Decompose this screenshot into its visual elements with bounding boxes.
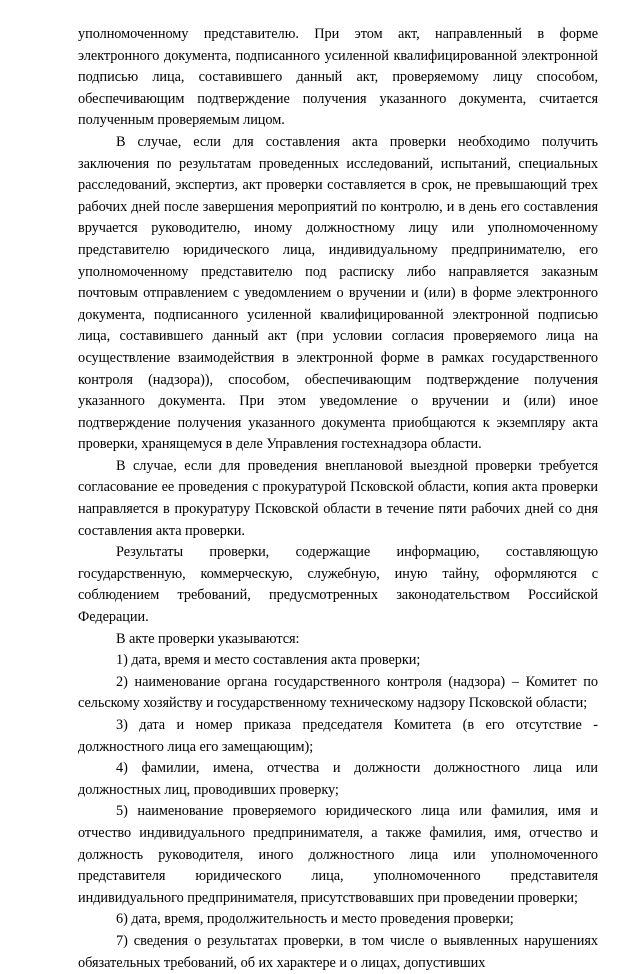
document-page — [78, 24, 598, 974]
list-item-4: 4) фамилии, имена, отчества и должности должностного лица или должностных лиц, проводивших проверку; — [78, 760, 598, 798]
paragraph-expert-conclusions: В случае, если для составления акта проверки необходимо получить заключения по результатам проведенных исследований, испытаний, специальных расследований, экспертиз, акт проверки составляется в срок, не превышающий трех рабочих дней после завершения мероприятий по контролю, и в день его составления вручается руководителю, иному должностному лицу или уполномоченному представителю юридического лица, индивидуальному предпринимателю, его уполномоченному представителю под расписку либо направляется заказным почтовым отправлением с уведомлением о вручении и (или) в форме электронного документа, подписанного усиленной квалифицированной электронной подписью лица, составившего данный акт (при условии согласия проверяемого лица на осуществление взаимодействия в электронной форме в рамках государственного контроля (надзора)), способом, обеспечивающим подтверждение получения указанного документа. При этом уведомление о вручении и (или) иное подтверждение получения указанного документа приобщаются к экземпляру акта проверки, хранящемуся в деле Управления гостехнадзора области. — [78, 133, 598, 453]
paragraph-secret-information: Результаты проверки, содержащие информацию, составляющую государственную, коммерческую, служебную, иную тайну, оформляются с соблюдением требований, предусмотренных законодательством Российской Федерации. — [78, 544, 598, 626]
list-item-5: 5) наименование проверяемого юридического лица или фамилия, имя и отчество индивидуального предпринимателя, а также фамилия, имя, отчество и должность руководителя, иного должностного лица или уполномоченного представителя юридического лица, уполномоченного представителя индивидуального предпринимателя, присутствовавших при проведении проверки; — [78, 803, 598, 906]
list-item-7: 7) сведения о результатах проверки, в том числе о выявленных нарушениях обязательных требований, об их характере и о лицах, допустивших — [78, 932, 598, 971]
paragraph-continuation: уполномоченному представителю. При этом акт, направленный в форме электронного документа, подписанного усиленной квалифицированной электронной подписью лица, составившего данный акт, проверяемому лицу способом, обеспечивающим подтверждение получения указанного документа, считается полученным проверяемым лицом. — [78, 26, 598, 129]
paragraph-prosecutor-approval: В случае, если для проведения внеплановой выездной проверки требуется согласование ее проведения с прокуратурой Псковской области, копия акта проверки направляется в прокуратуру Псковской области в течение пяти рабочих дней со дня составления акта проверки. — [78, 457, 598, 539]
paragraph-act-contents-intro: В акте проверки указываются: — [116, 630, 300, 647]
list-item-1: 1) дата, время и место составления акта проверки; — [116, 652, 421, 669]
list-item-2: 2) наименование органа государственного контроля (надзора) – Комитет по сельскому хозяйству и государственному техническому надзору Псковской области; — [78, 673, 598, 712]
list-item-3: 3) дата и номер приказа председателя Комитета (в его отсутствие - должностного лица его замещающим); — [78, 717, 598, 755]
list-item-6: 6) дата, время, продолжительность и место проведения проверки; — [116, 911, 514, 928]
